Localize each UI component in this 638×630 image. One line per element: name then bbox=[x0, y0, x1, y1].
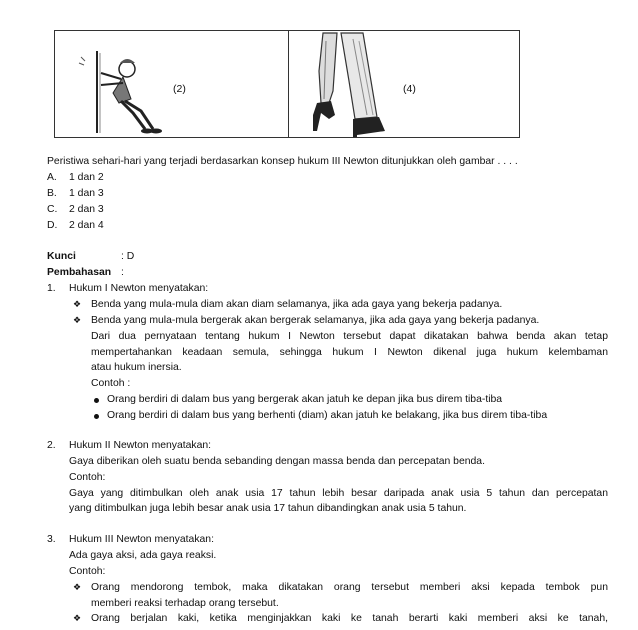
law3-title: Hukum III Newton menyatakan: bbox=[69, 534, 214, 545]
figure-cell-4 bbox=[289, 31, 519, 137]
figure-cell-2 bbox=[55, 31, 289, 137]
option-a-letter: A. bbox=[47, 172, 57, 183]
law2-example-line-1: Gaya yang ditimbulkan oleh anak usia 17 tahun lebih besar daripada anak usia 5 tahun dan percepatan bbox=[69, 488, 608, 499]
diamond-bullet-icon: ❖ bbox=[73, 582, 82, 592]
pushing-wall-illustration bbox=[67, 33, 177, 139]
law1-title: Hukum I Newton menyatakan: bbox=[69, 283, 209, 294]
law1-example-1: Orang berdiri di dalam bus yang bergerak akan jatuh ke depan jika bus direm tiba-tiba bbox=[107, 394, 503, 405]
diamond-bullet-icon: ❖ bbox=[73, 315, 82, 325]
law1-point-1: Benda yang mula-mula diam akan diam selamanya, jika ada gaya yang bekerja padanya. bbox=[91, 299, 503, 310]
law3-point-1-line-1: Orang mendorong tembok, maka dikatakan orang tersebut memberi aksi kepada tembok pun bbox=[91, 582, 608, 593]
option-a-text: 1 dan 2 bbox=[69, 172, 104, 183]
figure-label-2: (2) bbox=[173, 83, 186, 95]
figure-label-4: (4) bbox=[403, 83, 416, 95]
pembahasan-colon: : bbox=[121, 267, 124, 278]
diamond-bullet-icon: ❖ bbox=[73, 613, 82, 623]
law1-example-2: Orang berdiri di dalam bus yang berhenti (diam) akan jatuh ke belakang, jika bus direm tiba-tiba bbox=[107, 410, 548, 421]
law3-point-1-line-2: memberi reaksi terhadap orang tersebut. bbox=[91, 598, 279, 609]
bullet-dot-icon bbox=[94, 414, 99, 419]
law3-point-2-line-1: Orang berjalan kaki, ketika menginjakkan kaki ke tanah berarti kaki memberi aksi ke tanah, bbox=[91, 613, 608, 624]
option-d-text: 2 dan 4 bbox=[69, 220, 104, 231]
figure-table bbox=[54, 30, 520, 138]
law2-example-line-2: yang ditimbulkan juga lebih besar anak usia 17 tahun dibandingkan anak usia 5 tahun. bbox=[69, 503, 467, 514]
law1-paragraph-line-2: mempertahankan keadaan semula, sehingga hukum I Newton dikenal juga hukum kelembaman bbox=[91, 347, 608, 358]
law2-title: Hukum II Newton menyatakan: bbox=[69, 440, 212, 451]
option-c-text: 2 dan 3 bbox=[69, 204, 104, 215]
kunci-label: Kunci bbox=[47, 251, 76, 262]
law1-paragraph-line-1: Dari dua pernyataan tentang hukum I Newton tersebut dapat dikatakan bahwa benda akan tetap bbox=[91, 331, 608, 342]
option-d-letter: D. bbox=[47, 220, 58, 231]
law2-number: 2. bbox=[47, 440, 56, 451]
option-b-text: 1 dan 3 bbox=[69, 188, 104, 199]
law2-statement: Gaya diberikan oleh suatu benda sebanding dengan massa benda dan percepatan benda. bbox=[69, 456, 485, 467]
law1-point-2: Benda yang mula-mula bergerak akan bergerak selamanya, jika ada gaya yang bekerja padanya. bbox=[91, 315, 540, 326]
walking-legs-illustration bbox=[293, 31, 403, 137]
option-b-letter: B. bbox=[47, 188, 57, 199]
law1-paragraph-line-3: atau hukum inersia. bbox=[91, 362, 182, 373]
question-text: Peristiwa sehari-hari yang terjadi berdasarkan konsep hukum III Newton ditunjukkan oleh gambar . . . . bbox=[47, 156, 518, 167]
bullet-dot-icon bbox=[94, 398, 99, 403]
law3-number: 3. bbox=[47, 534, 56, 545]
law3-contoh-label: Contoh: bbox=[69, 566, 106, 577]
law2-contoh-label: Contoh: bbox=[69, 472, 106, 483]
pembahasan-label: Pembahasan bbox=[47, 267, 112, 278]
kunci-value: : D bbox=[121, 251, 135, 262]
law1-number: 1. bbox=[47, 283, 56, 294]
option-c-letter: C. bbox=[47, 204, 58, 215]
diamond-bullet-icon: ❖ bbox=[73, 299, 82, 309]
law1-contoh-label: Contoh : bbox=[91, 378, 131, 389]
law3-statement: Ada gaya aksi, ada gaya reaksi. bbox=[69, 550, 217, 561]
